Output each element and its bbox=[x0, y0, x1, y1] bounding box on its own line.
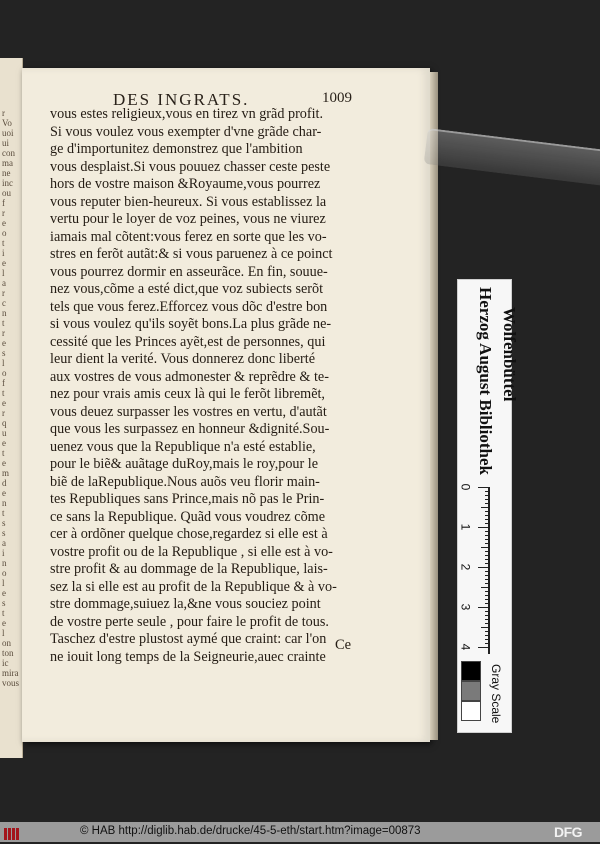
page-edge bbox=[430, 72, 438, 740]
text-line: stre dommage,suiuez la,&ne vous souciez point bbox=[50, 596, 321, 612]
left-page-fragment: r bbox=[2, 208, 5, 218]
text-line: stres en ferõt autãt:& si vous paruenez à ce poinct bbox=[50, 246, 333, 262]
library-name-line2: Wolfenbüttel bbox=[500, 307, 519, 402]
ruler-tick bbox=[485, 499, 490, 500]
hab-logo bbox=[4, 825, 24, 839]
ruler-tick bbox=[485, 575, 490, 576]
text-line: vous estes religieux,vous en tirez vn grãd profit. bbox=[50, 106, 324, 122]
ruler-tick bbox=[485, 643, 490, 644]
left-page-fragment: n bbox=[2, 558, 7, 568]
left-page-fragment: ne bbox=[2, 168, 11, 178]
ruler-tick bbox=[485, 515, 490, 516]
ruler-tick bbox=[481, 547, 490, 548]
ruler-tick bbox=[485, 619, 490, 620]
left-page-fragment: on bbox=[2, 638, 11, 648]
text-line: Taschez d'estre plustost aymé que craint: car l'on bbox=[50, 631, 327, 647]
ruler-tick bbox=[481, 587, 490, 588]
ruler-tick bbox=[485, 599, 490, 600]
text-line: vous desplaist.Si vous pouuez chasser ceste peste bbox=[50, 158, 331, 175]
ruler-tick bbox=[485, 555, 490, 556]
ruler-label: 2 bbox=[458, 563, 473, 571]
left-page-fragment: o bbox=[2, 228, 7, 238]
left-page-fragment: f bbox=[2, 378, 5, 388]
left-page-fragment: o bbox=[2, 368, 7, 378]
left-page-fragment: mira bbox=[2, 668, 19, 678]
text-line: cessité que les Princes ayẽt,est de personnes, qui bbox=[50, 333, 326, 350]
left-page-fragment: e bbox=[2, 458, 6, 468]
left-page-fragment: con bbox=[2, 148, 15, 158]
left-page-fragment: s bbox=[2, 348, 6, 358]
text-line: vous deuez surpasser les vostres en vertu, d'autãt bbox=[50, 403, 327, 420]
ruler-tick bbox=[485, 611, 490, 612]
library-name-line1: Herzog August Bibliothek bbox=[476, 287, 495, 475]
left-page-fragment: vous bbox=[2, 678, 20, 688]
text-line: vertu pour le loyer de voz peines, vous ne viurez bbox=[50, 211, 326, 227]
left-page-fragment: r bbox=[2, 328, 5, 338]
text-line: vous pourrez dormir en asseurãce. En fin, souue- bbox=[50, 263, 328, 280]
page-body-text bbox=[50, 106, 368, 666]
text-line: si vous voulez qu'ils soyẽt bons.La plus grãde ne- bbox=[50, 316, 332, 332]
footer-source-link[interactable]: © HAB http://diglib.hab.de/drucke/45-5-eth/start.htm?image=00873 bbox=[80, 825, 421, 837]
ruler-tick bbox=[485, 535, 490, 536]
left-page-fragment: c bbox=[2, 298, 6, 308]
ruler-tick bbox=[485, 563, 490, 564]
left-page-fragment: s bbox=[2, 598, 6, 608]
left-page-fragment: u bbox=[2, 428, 7, 438]
text-line: aux vostres de vous admonester & reprẽdre & te- bbox=[50, 368, 329, 385]
text-line: tes Republiques sans Prince,mais nõ pas le Prin- bbox=[50, 491, 325, 507]
ruler-label: 4 bbox=[458, 643, 473, 651]
left-page-fragment: e bbox=[2, 218, 6, 228]
text-line: de vostre perte seule , pour faire le profit de tous. bbox=[50, 613, 329, 630]
text-line: vostre profit ou de la Republique , si elle est à vo- bbox=[50, 543, 333, 560]
text-line: uenez vous que la Republique n'a esté establie, bbox=[50, 438, 316, 455]
ruler-tick bbox=[478, 567, 490, 568]
ruler-label: 0 bbox=[458, 483, 473, 491]
left-page-fragment: t bbox=[2, 448, 5, 458]
left-page-fragment: m bbox=[2, 468, 10, 478]
text-line: hors de vostre maison &Royaume,vous pourrez bbox=[50, 176, 321, 192]
ruler-tick bbox=[485, 539, 490, 540]
text-line: vous reputer bien-heureux. Si vous establissez la bbox=[50, 193, 327, 210]
paper-clip bbox=[424, 128, 600, 187]
text-line: nez vous,cõme a esté dict,que voz subiects serõt bbox=[50, 281, 324, 297]
text-line: Si vous voulez vous exempter d'vne grãde char- bbox=[50, 123, 322, 140]
text-line: pour le biẽ& auãtage duRoy,mais le roy,pour le bbox=[50, 456, 319, 472]
ruler-tick bbox=[478, 527, 490, 528]
ruler-tick bbox=[485, 639, 490, 640]
ruler-tick bbox=[478, 487, 490, 488]
left-page-fragment: i bbox=[2, 548, 5, 558]
ruler-tick bbox=[485, 615, 490, 616]
left-page-fragment: e bbox=[2, 488, 6, 498]
running-head: DES INGRATS. bbox=[113, 90, 250, 109]
left-page-fragment: a bbox=[2, 278, 6, 288]
left-page-fragment: t bbox=[2, 608, 5, 618]
left-page-fragment: e bbox=[2, 618, 6, 628]
ruler-tick bbox=[485, 511, 490, 512]
ruler-tick bbox=[481, 507, 490, 508]
left-page-fragment: f bbox=[2, 198, 5, 208]
left-page-fragment: n bbox=[2, 498, 7, 508]
left-page-fragment: d bbox=[2, 478, 7, 488]
ruler-tick bbox=[485, 583, 490, 584]
left-page-fragment: ou bbox=[2, 188, 11, 198]
left-page-fragment: l bbox=[2, 628, 5, 638]
ruler-tick bbox=[485, 491, 490, 492]
ruler-tick bbox=[485, 559, 490, 560]
text-line: sez la si elle est au profit de la Republique & à vo- bbox=[50, 578, 337, 595]
text-line: iamais mal cõtent:vous ferez en sorte que les vo- bbox=[50, 228, 327, 245]
gray-swatch bbox=[461, 701, 481, 721]
left-page-fragment: r bbox=[2, 108, 5, 118]
catchword: Ce bbox=[335, 637, 352, 653]
ruler-tick bbox=[485, 503, 490, 504]
ruler-tick bbox=[485, 623, 490, 624]
ruler-tick bbox=[485, 495, 490, 496]
footer-bar bbox=[0, 822, 600, 842]
text-line: cer à ordõner quelque chose,regardez si elle est à bbox=[50, 526, 328, 542]
left-page-fragment: e bbox=[2, 338, 6, 348]
left-page-fragment: l bbox=[2, 578, 5, 588]
ruler-tick bbox=[485, 631, 490, 632]
left-page-fragment: l bbox=[2, 358, 5, 368]
ruler-tick bbox=[478, 607, 490, 608]
text-line: ge d'importunitez demonstrez que l'ambition bbox=[50, 141, 303, 157]
ruler-tick bbox=[485, 571, 490, 572]
left-page-fragment: e bbox=[2, 438, 6, 448]
left-page-fragment: t bbox=[2, 238, 5, 248]
gray-scale-label: Gray Scale bbox=[489, 664, 503, 724]
left-page-fragment: t bbox=[2, 508, 5, 518]
left-facing-page-edge bbox=[0, 58, 23, 758]
left-page-fragment: e bbox=[2, 258, 6, 268]
left-page-fragment: n bbox=[2, 308, 7, 318]
text-line: ne iouit long temps de la Seigneurie,auec crainte bbox=[50, 648, 326, 665]
ruler-tick bbox=[485, 603, 490, 604]
gray-swatch bbox=[461, 661, 481, 681]
left-page-fragment: e bbox=[2, 398, 6, 408]
ruler-tick bbox=[485, 531, 490, 532]
left-page-fragment: o bbox=[2, 568, 7, 578]
ruler-label: 1 bbox=[458, 523, 473, 531]
ruler-tick bbox=[485, 551, 490, 552]
left-page-fragment: inc bbox=[2, 178, 13, 188]
ruler-tick bbox=[481, 627, 490, 628]
left-page-fragment: ui bbox=[2, 138, 10, 148]
left-page-fragment: s bbox=[2, 518, 6, 528]
left-page-fragment: uoi bbox=[2, 128, 14, 138]
ruler-tick bbox=[485, 579, 490, 580]
gray-swatch bbox=[461, 681, 481, 701]
page-number: 1009 bbox=[322, 90, 352, 106]
ruler-tick bbox=[485, 591, 490, 592]
left-page-fragment: Vo bbox=[2, 118, 12, 128]
ruler-tick bbox=[485, 635, 490, 636]
dfg-logo: DFG bbox=[554, 824, 583, 840]
ruler-tick bbox=[485, 519, 490, 520]
ruler-tick bbox=[485, 595, 490, 596]
left-page-text-fragments bbox=[2, 108, 22, 688]
text-line: nez pour vrais amis ceux là qui le ferõt libremẽt, bbox=[50, 386, 325, 402]
left-page-fragment: e bbox=[2, 588, 6, 598]
left-page-fragment: t bbox=[2, 318, 5, 328]
ruler-tick bbox=[478, 647, 490, 648]
left-page-fragment: ton bbox=[2, 648, 14, 658]
ruler-tick bbox=[485, 543, 490, 544]
text-line: que vous les surpassez en honneur &dignité.Sou- bbox=[50, 421, 330, 437]
left-page-fragment: t bbox=[2, 388, 5, 398]
gray-scale-swatches bbox=[461, 661, 481, 721]
left-page-fragment: ic bbox=[2, 658, 9, 668]
left-page-fragment: s bbox=[2, 528, 6, 538]
left-page-fragment: a bbox=[2, 538, 6, 548]
ruler-tick bbox=[485, 523, 490, 524]
left-page-fragment: l bbox=[2, 268, 5, 278]
left-page-fragment: ma bbox=[2, 158, 13, 168]
text-line: tels que vous ferez.Efforcez vous dõc d'estre bon bbox=[50, 298, 328, 315]
text-line: leur dient la verité. Vous donnerez donc liberté bbox=[50, 351, 316, 367]
text-line: stre profit & au dommage de la Republique, lais- bbox=[50, 561, 328, 577]
text-line: biẽ de laRepublique.Nous auõs veu florir main- bbox=[50, 473, 320, 490]
text-line: ce sans la Republique. Quãd vous voudrez cõme bbox=[50, 508, 326, 525]
left-page-fragment: r bbox=[2, 288, 5, 298]
left-page-fragment: i bbox=[2, 248, 5, 258]
left-page-fragment: q bbox=[2, 418, 7, 428]
left-page-fragment: r bbox=[2, 408, 5, 418]
ruler-label: 3 bbox=[458, 603, 473, 611]
